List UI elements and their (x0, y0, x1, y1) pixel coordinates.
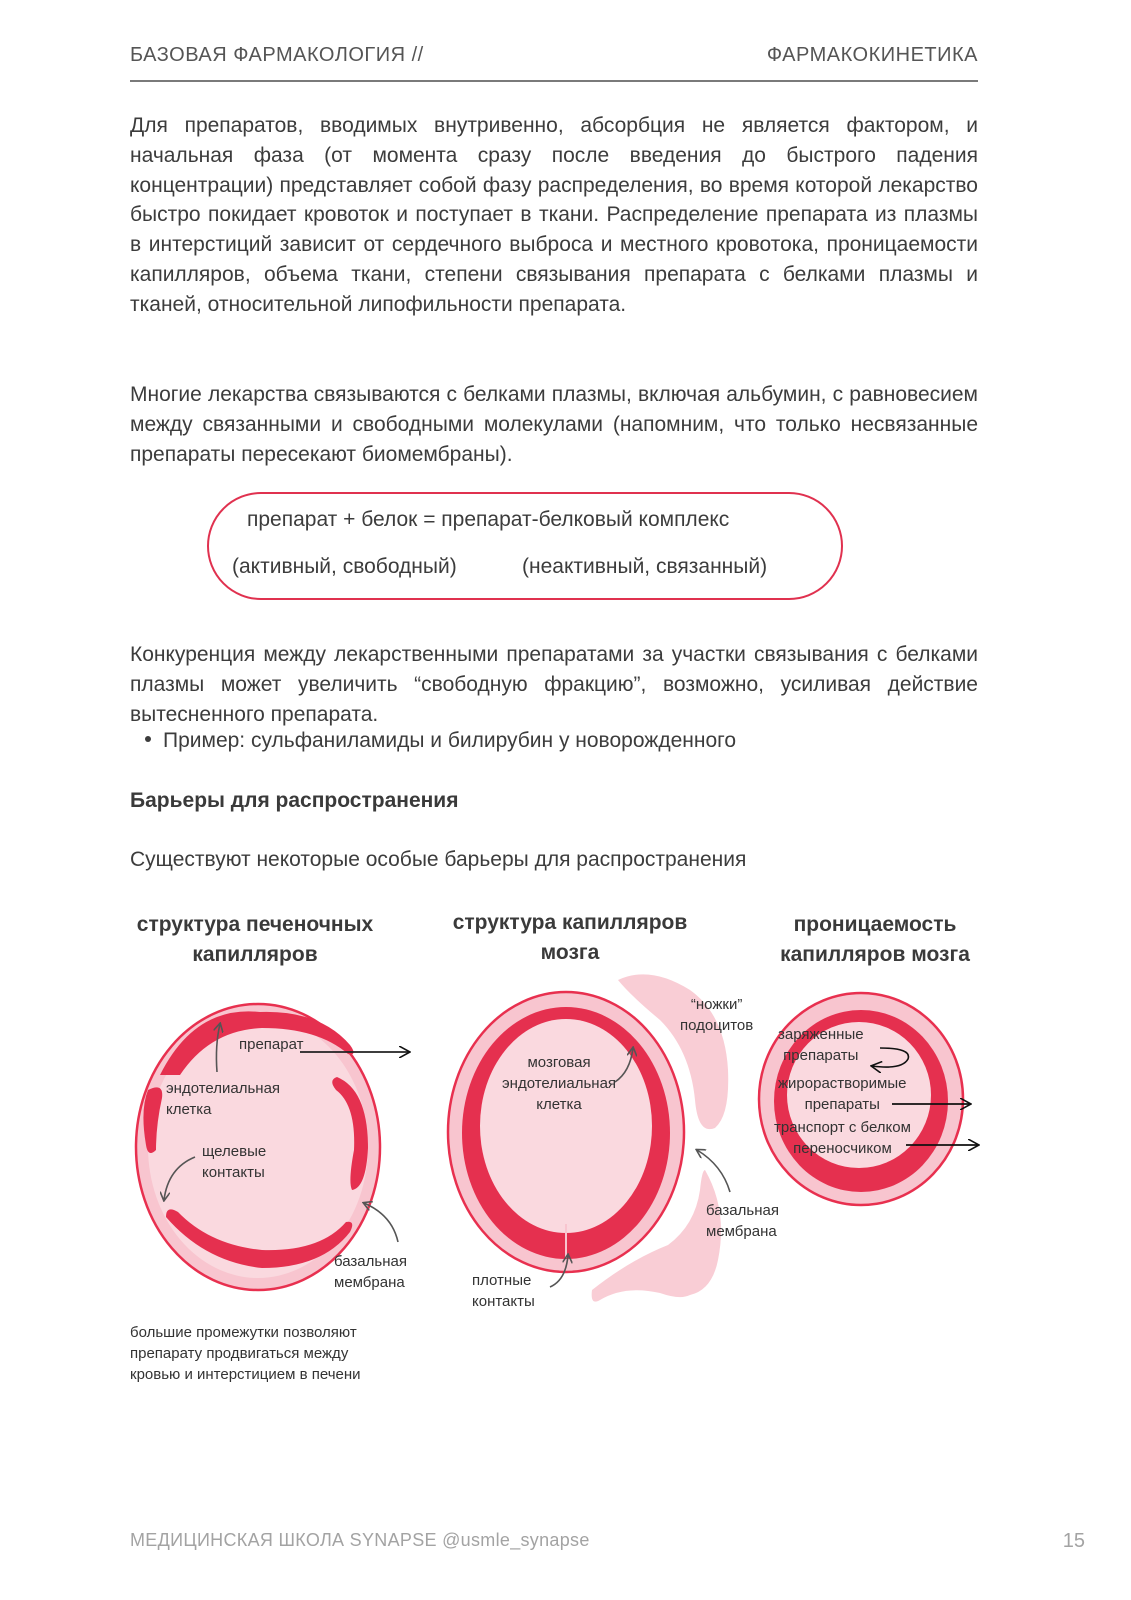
liver-gap-label-line1: щелевые (202, 1143, 267, 1160)
section-heading-barriers: Барьеры для распространения (130, 789, 459, 812)
liver-basal-membrane-label (334, 1251, 407, 1293)
brain-podocyte-label-line1: “ножки” (690, 996, 743, 1013)
perm-lipophilic-label-line1: жирорастворимые (778, 1075, 907, 1092)
liver-gap-junction-label (202, 1141, 266, 1183)
paragraph-barriers-intro: Существуют некоторые особые барьеры для распространения (130, 848, 747, 871)
paragraph-competition: Конкуренция между лекарственными препаратами за участки связывания с белками плазмы может увеличить “свободную фракцию”, возможно, усиливая действие вытесненного препарата. (130, 643, 978, 726)
bullet-text: Пример: сульфаниламиды и билирубин у новорожденного (163, 729, 737, 752)
liver-note-line3: кровью и интерстицием в печени (130, 1366, 361, 1383)
perm-charged-label (778, 1024, 864, 1066)
liver-note-line2: препарату продвигаться между (130, 1345, 349, 1362)
brain-podocyte-label (680, 994, 753, 1036)
equation-free-label: (активный, свободный) (232, 555, 457, 578)
equation-main: препарат + белок = препарат-белковый комплекс (247, 508, 730, 531)
liver-endothelial-label-line2: клетка (166, 1101, 212, 1118)
header-section-title: БАЗОВАЯ ФАРМАКОЛОГИЯ // (130, 44, 424, 66)
brain-permeability-title: проницаемость капилляров мозга (780, 913, 970, 966)
brain-podocyte-label-line2: подоцитов (680, 1017, 754, 1034)
perm-lipophilic-label-line2: препараты (804, 1096, 880, 1113)
liver-capillary-title: структура печеночных капилляров (136, 913, 374, 966)
paragraph-distribution-phase: Для препаратов, вводимых внутривенно, абсорбция не является фактором, и начальная фаза (от момента сразу после введения до быстрого падения концентрации) представляет собой фазу распределения, во время которой лекарство быстро покидает кровоток и поступает в ткани. Распределение препарата из плазмы в интерстиций зависит от сердечного выброса и местного кровотока, проницаемости капилляров, объема ткани, степени связывания препарата с белками плазмы и тканей, относительной липофильности препарата. (130, 114, 978, 316)
footer-credit: МЕДИЦИНСКАЯ ШКОЛА SYNAPSE @usmle_synapse (130, 1530, 590, 1550)
perm-carrier-label-line1: транспорт с белком (774, 1119, 911, 1136)
liver-drug-label: препарат (239, 1036, 304, 1053)
liver-note (130, 1322, 361, 1385)
liver-gap-label-line2: контакты (202, 1164, 265, 1181)
brain-tight-junction-label (472, 1270, 535, 1312)
brain-basal-membrane-label (706, 1200, 779, 1242)
perm-charged-label-line1: заряженные (778, 1026, 864, 1043)
header-chapter-title: ФАРМАКОКИНЕТИКА (766, 44, 978, 66)
brain-capillary-title: структура капилляров мозга (452, 911, 688, 964)
equation-bound-label: (неактивный, связанный) (522, 555, 768, 578)
brain-basal-label-line1: базальная (706, 1202, 779, 1219)
brain-endothelial-label-line2: эндотелиальная (502, 1075, 617, 1092)
brain-endothelial-label-line1: мозговая (527, 1054, 591, 1071)
perm-charged-label-line2: препараты (783, 1047, 859, 1064)
brain-tight-label-line1: плотные (472, 1272, 532, 1289)
liver-basal-label-line1: базальная (334, 1253, 407, 1270)
perm-carrier-label (774, 1117, 911, 1159)
brain-tight-label-line2: контакты (472, 1293, 535, 1310)
perm-lipophilic-label (778, 1073, 906, 1115)
brain-endothelial-label-line3: клетка (536, 1096, 582, 1113)
brain-basal-label-line2: мембрана (706, 1223, 777, 1240)
liver-basal-label-line2: мембрана (334, 1274, 405, 1291)
brain-endothelial-label (502, 1052, 616, 1115)
liver-note-line1: большие промежутки позволяют (130, 1324, 357, 1341)
page-number: 15 (1062, 1530, 1085, 1552)
liver-endothelial-label-line1: эндотелиальная (166, 1080, 281, 1097)
paragraph-protein-binding: Многие лекарства связываются с белками плазмы, включая альбумин, с равновесием между связанными и свободными молекулами (напомним, что только несвязанные препараты пересекают биомембраны). (130, 383, 978, 466)
liver-endothelial-label (166, 1078, 280, 1120)
perm-carrier-label-line2: переносчиком (793, 1140, 892, 1157)
